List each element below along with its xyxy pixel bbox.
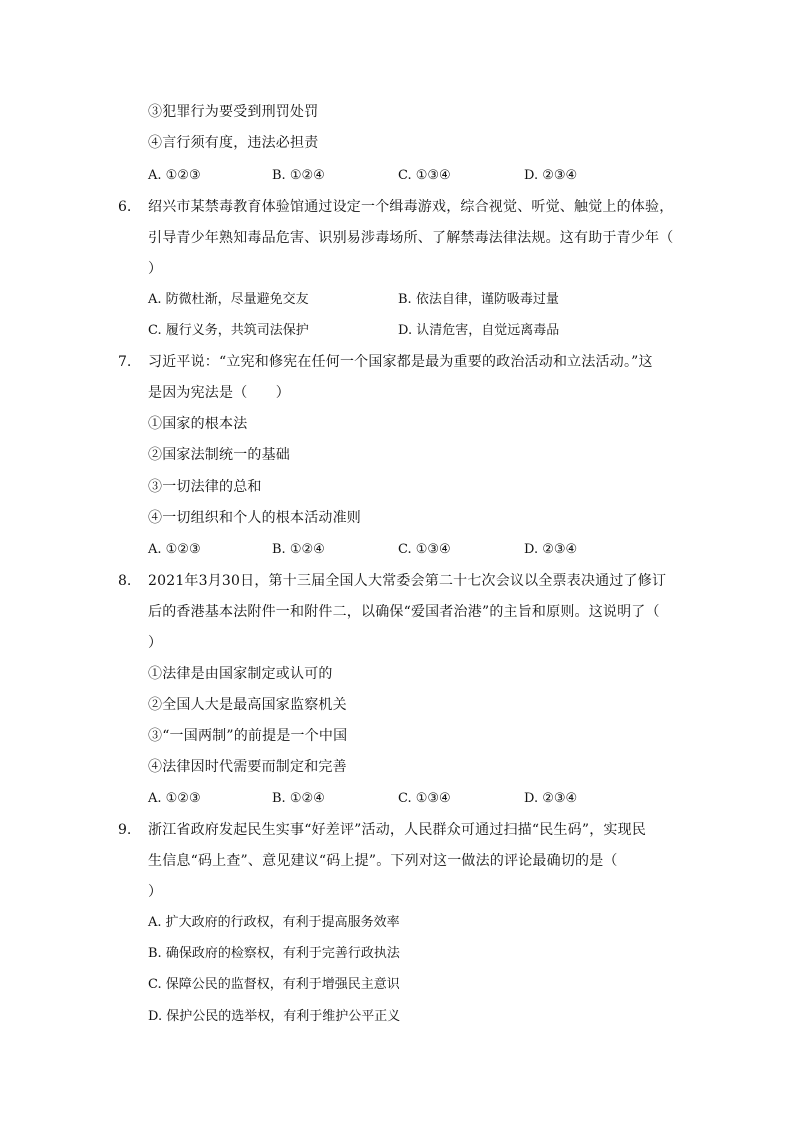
q9-number: 9. bbox=[118, 822, 132, 838]
q7-option-b[interactable]: B. ①②④ bbox=[272, 542, 325, 557]
q9-option-d[interactable]: D. 保护公民的选举权，有利于维护公平正义 bbox=[148, 1009, 401, 1024]
q8-stem-line-1: 2021年3月30日，第十三届全国人大常委会第二十七次会议以全票表决通过了修订 bbox=[148, 573, 667, 589]
q8-option-b[interactable]: B. ①②④ bbox=[272, 791, 325, 806]
q9-option-c[interactable]: C. 保障公民的监督权，有利于增强民主意识 bbox=[148, 977, 400, 992]
q9-option-a[interactable]: A. 扩大政府的行政权，有利于提高服务效率 bbox=[148, 915, 400, 930]
q6-number: 6. bbox=[118, 199, 132, 215]
q8-number: 8. bbox=[118, 573, 132, 589]
q6-option-c[interactable]: C. 履行义务，共筑司法保护 bbox=[148, 323, 309, 338]
q7-statement-2: ②国家法制统一的基础 bbox=[148, 447, 290, 463]
q6-stem-line-3: ） bbox=[148, 261, 163, 277]
q6-stem-line-1: 绍兴市某禁毒教育体验馆通过设定一个缉毒游戏，综合视觉、听觉、触觉上的体验， bbox=[148, 199, 674, 215]
q8-statement-2: ②全国人大是最高国家监察机关 bbox=[148, 697, 347, 713]
q7-stem-line-1: 习近平说：“立宪和修宪在任何一个国家都是最为重要的政治活动和立法活动。”这 bbox=[148, 354, 653, 370]
q8-option-c[interactable]: C. ①③④ bbox=[398, 791, 451, 806]
q9-stem-line-2: 生信息“码上查”、意见建议“码上提”。下列对这一做法的评论最确切的是（ bbox=[148, 853, 618, 869]
q8-option-d[interactable]: D. ②③④ bbox=[524, 791, 578, 806]
q6-option-d[interactable]: D. 认清危害，自觉远离毒品 bbox=[398, 323, 560, 338]
q8-statement-4: ④法律因时代需要而制定和完善 bbox=[148, 759, 347, 775]
q7-option-c[interactable]: C. ①③④ bbox=[398, 542, 451, 557]
q8-statement-3: ③“一国两制”的前提是一个中国 bbox=[148, 728, 348, 744]
q6-option-b[interactable]: B. 依法自律，谨防吸毒过量 bbox=[398, 292, 559, 307]
q7-statement-4: ④一切组织和个人的根本活动准则 bbox=[148, 510, 361, 526]
q6-option-a[interactable]: A. 防微杜渐，尽量避免交友 bbox=[148, 292, 309, 307]
q5-statement-4: ④言行须有度，违法必担责 bbox=[148, 135, 319, 151]
q7-stem-line-2: 是因为宪法是（ ） bbox=[148, 385, 290, 401]
q9-option-b[interactable]: B. 确保政府的检察权，有利于完善行政执法 bbox=[148, 946, 400, 961]
q5-statement-3: ③犯罪行为要受到刑罚处罚 bbox=[148, 104, 319, 120]
q7-option-a[interactable]: A. ①②③ bbox=[148, 542, 201, 557]
q5-option-d[interactable]: D. ②③④ bbox=[524, 168, 578, 183]
q7-number: 7. bbox=[118, 354, 132, 370]
q9-stem-line-1: 浙江省政府发起民生实事“好差评”活动，人民群众可通过扫描“民生码”，实现民 bbox=[148, 822, 647, 838]
q8-stem-line-3: ） bbox=[148, 635, 163, 651]
q5-option-b[interactable]: B. ①②④ bbox=[272, 168, 325, 183]
q7-statement-1: ①国家的根本法 bbox=[148, 416, 248, 432]
q8-option-a[interactable]: A. ①②③ bbox=[148, 791, 201, 806]
q7-statement-3: ③一切法律的总和 bbox=[148, 479, 262, 495]
q8-stem-line-2: 后的香港基本法附件一和附件二，以确保“爱国者治港”的主旨和原则。这说明了（ bbox=[148, 604, 660, 620]
q5-option-a[interactable]: A. ①②③ bbox=[148, 168, 201, 183]
q8-statement-1: ①法律是由国家制定或认可的 bbox=[148, 666, 333, 682]
q7-option-d[interactable]: D. ②③④ bbox=[524, 542, 578, 557]
q5-option-c[interactable]: C. ①③④ bbox=[398, 168, 451, 183]
q6-stem-line-2: 引导青少年熟知毒品危害、识别易涉毒场所、了解禁毒法律法规。这有助于青少年（ bbox=[148, 230, 674, 246]
q9-stem-line-3: ） bbox=[148, 884, 163, 900]
